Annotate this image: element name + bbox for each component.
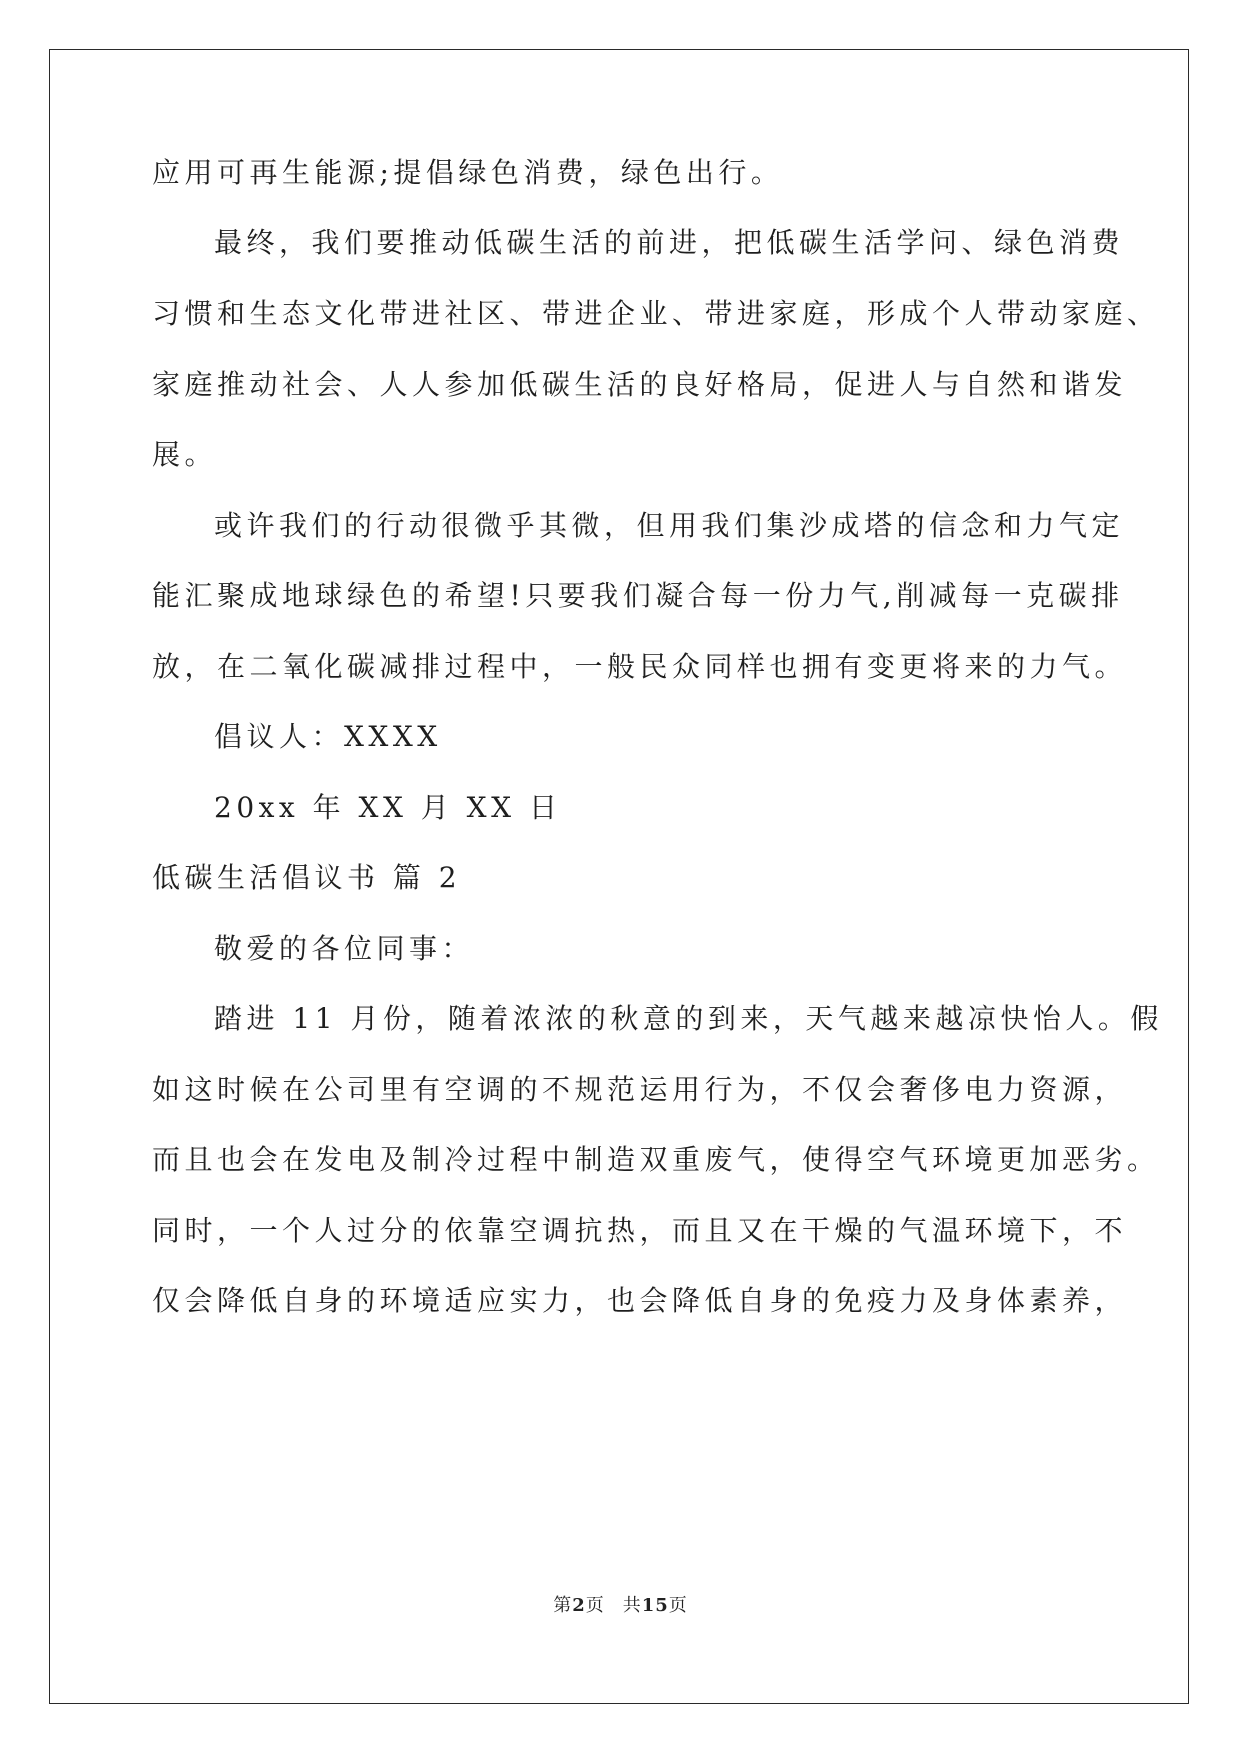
date-line: 20xx 年 XX 月 XX 日 (214, 791, 562, 824)
text-line: 家庭推动社会、人人参加低碳生活的良好格局，促进人与自然和谐发 (152, 368, 1128, 401)
page-number: 2 (572, 1595, 586, 1616)
text-line: 或许我们的行动很微乎其微，但用我们集沙成塔的信念和力气定 (214, 509, 1125, 542)
text-line: 放，在二氧化碳减排过程中，一般民众同样也拥有变更将来的力气。 (152, 650, 1128, 683)
total-prefix: 共 (622, 1595, 642, 1616)
page-prefix: 第 (553, 1595, 573, 1616)
total-pages: 15 (641, 1595, 669, 1616)
text-line: 如这时候在公司里有空调的不规范运用行为，不仅会奢侈电力资源， (152, 1073, 1128, 1106)
text-line: 展。 (152, 438, 218, 471)
text-line: 能汇聚成地球绿色的希望!只要我们凝合每一份力气,削减每一克碳排 (152, 579, 1124, 612)
text-line: 应用可再生能源;提倡绿色消费，绿色出行。 (152, 156, 784, 189)
text-line: 同时，一个人过分的依靠空调抗热，而且又在干燥的气温环境下，不 (152, 1214, 1128, 1247)
section-heading: 低碳生活倡议书 篇 2 (152, 861, 462, 894)
text-line: 仅会降低自身的环境适应实力，也会降低自身的免疫力及身体素养， (152, 1284, 1128, 1317)
page-footer (0, 1594, 1241, 1618)
text-line: 而且也会在发电及制冷过程中制造双重废气，使得空气环境更加恶劣。 (152, 1143, 1160, 1176)
text-line: 习惯和生态文化带进社区、带进企业、带进家庭，形成个人带动家庭、 (152, 297, 1160, 330)
signatory-line: 倡议人：XXXX (214, 720, 442, 753)
text-line: 最终，我们要推动低碳生活的前进，把低碳生活学问、绿色消费 (214, 226, 1125, 259)
salutation-line: 敬爱的各位同事： (214, 932, 475, 965)
text-line: 踏进 11 月份，随着浓浓的秋意的到来，天气越来越凉快怡人。假 (214, 1002, 1163, 1035)
total-suffix: 页 (668, 1595, 688, 1616)
page-suffix: 页 (585, 1595, 605, 1616)
